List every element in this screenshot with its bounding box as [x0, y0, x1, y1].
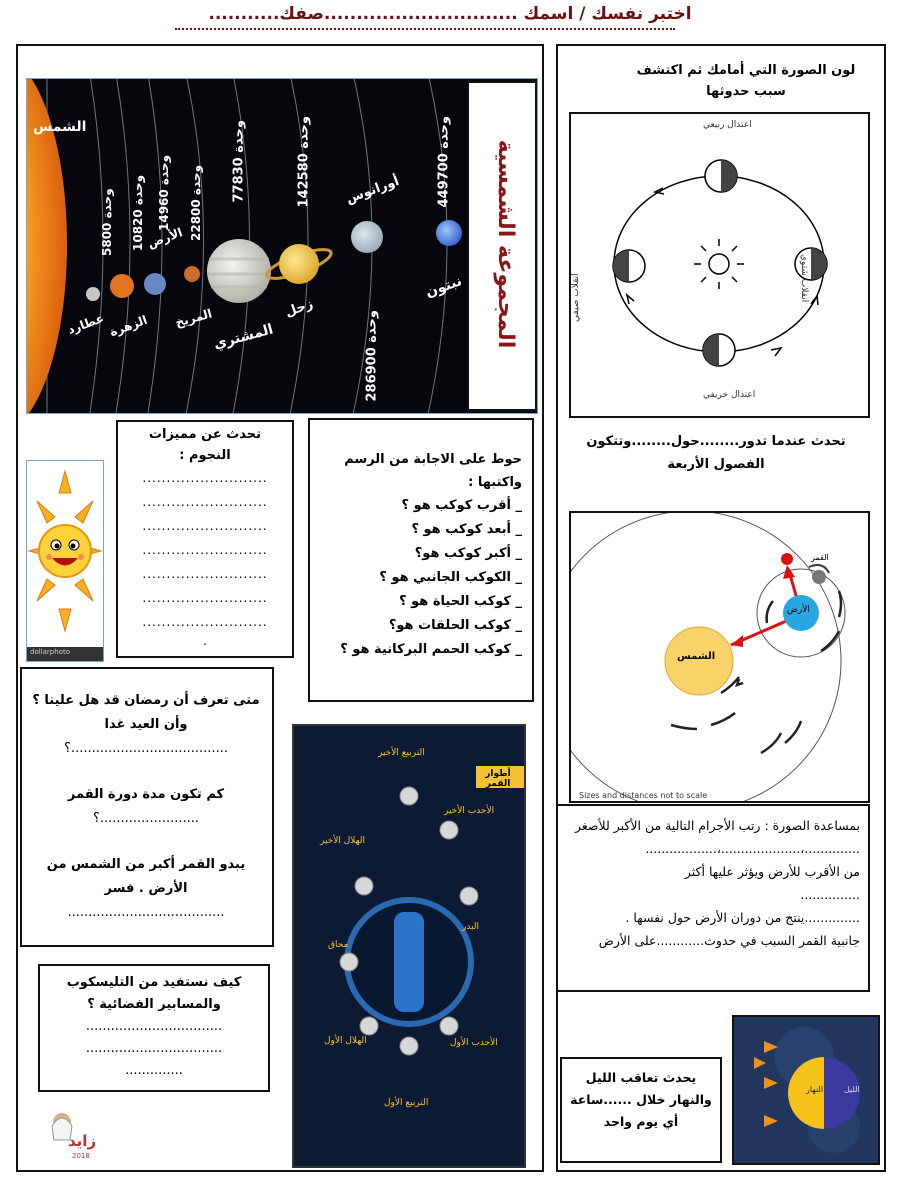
phases-title: أطوار القمر	[485, 769, 511, 789]
orbit-moon-label: القمر	[811, 553, 829, 562]
planet-question-largest: _ أكبر كوكب هو؟	[414, 546, 522, 561]
phase-shape	[400, 787, 418, 805]
moon-questions-box	[20, 667, 274, 947]
order-q-line: جانبية القمر السبب في حدوث............على الأرض	[598, 933, 860, 948]
moon-q2: كم تكون مدة دورة القمر	[67, 787, 225, 802]
moon-d2[interactable]: ........................؟	[92, 811, 200, 826]
venus-shape	[110, 274, 134, 298]
order-q-line[interactable]: ...............	[800, 887, 860, 902]
smiling-sun-image	[26, 460, 104, 662]
label-autumn-equinox: اعتدال خريفي	[703, 390, 756, 400]
label-summer-solstice: انقلاب صيفي	[571, 273, 581, 322]
telescope-line[interactable]: .................................	[85, 1041, 223, 1056]
planet-label-jupiter: المشتري	[211, 321, 275, 353]
neptune-shape	[436, 220, 462, 246]
jupiter-shape	[207, 239, 271, 303]
moon-d3[interactable]: ......................................	[67, 905, 225, 920]
phase-shape	[460, 887, 478, 905]
telescope-line[interactable]: .................................	[85, 1019, 223, 1034]
seasons-graphic	[571, 114, 868, 416]
planet-distance-venus: 10820 وحدة	[131, 174, 145, 251]
label-spring-equinox: اعتدال ربيعي	[703, 120, 752, 130]
phase-label: التربيع الأول	[384, 1098, 429, 1108]
smiling-sun-graphic	[27, 461, 103, 647]
moon-d1[interactable]: ......................................؟	[64, 741, 228, 756]
header-underline	[175, 28, 675, 30]
sun-icon	[694, 239, 744, 289]
moon-shape	[812, 570, 826, 584]
solar-title: المجموعة الشمسية	[493, 139, 518, 349]
planet-label-neptune: نبتون	[423, 273, 465, 301]
night-label: الليل	[844, 1085, 860, 1094]
planet-question-life: _ كوكب الحياة هو ؟	[399, 594, 522, 609]
phase-label: التربيع الأخير	[378, 748, 425, 758]
zayed-logo-year: 2018	[72, 1152, 90, 1160]
planet-question-farthest: _ أبعد كوكب هو ؟	[411, 522, 522, 537]
phase-shape	[400, 1037, 418, 1055]
planet-label-uranus: أورانوس	[344, 173, 402, 208]
solar-system-image	[26, 78, 538, 414]
stars-line[interactable]: ..........................	[142, 567, 268, 581]
sun-label: الشمس	[33, 119, 87, 135]
planet-distance-earth: 14960 وحدة	[157, 154, 171, 231]
stars-title: تحدث عن مميزات النجوم :	[148, 427, 262, 463]
planet-label-earth: الأرض	[145, 225, 185, 251]
day-label: النهار	[806, 1085, 824, 1094]
stars-line[interactable]: ..........................	[142, 615, 268, 629]
planet-question-lava: _ كوكب الحمم البركانية هو ؟	[340, 642, 522, 657]
order-questions-box	[556, 804, 870, 992]
mercury-shape	[86, 287, 100, 301]
stars-line[interactable]: .	[203, 634, 207, 648]
phase-label: الهلال الأخير	[320, 836, 366, 846]
planet-question-closest: _ أقرب كوكب هو ؟	[401, 498, 522, 513]
orbit-scale-note: Sizes and distances not to scale	[579, 791, 708, 800]
order-q-line: من الأقرب للأرض ويؤثر عليها أكثر	[684, 864, 860, 879]
daynight-question: يحدث تعاقب الليل والنهار خلال ......ساعة أي يوم واحد	[570, 1070, 712, 1129]
telescope-question-box	[38, 964, 270, 1092]
stars-question-box	[116, 420, 294, 658]
phase-shape	[340, 953, 358, 971]
orbit-earth-label: الأرض	[787, 605, 810, 615]
planet-distance-mars: 22800 وحدة	[189, 164, 203, 241]
order-q-line: بمساعدة الصورة : رتب الأجرام التالية من الأكبر للأصغر	[574, 818, 860, 833]
order-q-line: ..............ينتج من دوران الأرض حول نفسها .	[625, 910, 860, 925]
phase-label: محاق	[328, 940, 349, 950]
seasons-question: تحدث عندما تدور........حول........وتتكون الفصول الأربعة	[586, 434, 846, 472]
earth-shape	[144, 273, 166, 295]
seasons-title: لون الصورة التي أمامك ثم اكتشف سبب حدوثها	[636, 63, 856, 99]
zayed-logo	[46, 1108, 100, 1164]
orbit-diagram	[569, 511, 870, 803]
stars-line[interactable]: ..........................	[142, 519, 268, 533]
planet-question-side: _ الكوكب الجانبي هو ؟	[379, 570, 522, 585]
phase-label: الأحدب الأخير	[444, 806, 495, 816]
planet-distance-saturn: 142580 وحدة	[296, 116, 312, 208]
planet-label-saturn: زحل	[283, 296, 316, 321]
page-header: اختبر نفسك / اسمك ..............................صفك...........	[208, 4, 692, 24]
moon-phases-image	[292, 724, 526, 1168]
saturn-shape	[279, 244, 319, 284]
phase-label: الأحدب الأول	[450, 1038, 498, 1048]
label-winter-solstice: انقلاب شتوي	[799, 254, 809, 303]
planet-distance-mercury: 5800 وحدة	[100, 188, 114, 256]
phase-label: البدر	[462, 922, 480, 932]
planet-questions-intro: حوط على الاجابة من الرسم واكتبها :	[344, 452, 522, 490]
zayed-logo-text: زايد	[68, 1132, 97, 1150]
planet-label-mercury: عطارد	[65, 311, 106, 337]
planet-question-rings: _ كوكب الحلقات هو؟	[388, 618, 522, 633]
uranus-shape	[351, 221, 383, 253]
stars-line[interactable]: ..........................	[142, 495, 268, 509]
moon-target-shape	[781, 553, 793, 565]
daynight-question-box	[560, 1057, 722, 1163]
stars-line[interactable]: ..........................	[142, 471, 268, 485]
planet-questions-box	[308, 418, 534, 702]
stars-line[interactable]: ..........................	[142, 591, 268, 605]
phase-shape	[355, 877, 373, 895]
planet-label-mars: المريخ	[173, 306, 214, 330]
order-q-line[interactable]: ..............،....................،..................	[645, 841, 860, 856]
phase-shape	[360, 1017, 378, 1035]
planet-distance-jupiter: 77830 وحدة	[231, 120, 247, 203]
planet-distance-uranus: 286900 وحدة	[364, 310, 380, 402]
phase-shape	[440, 1017, 458, 1035]
mars-shape	[184, 266, 200, 282]
stars-line[interactable]: ..........................	[142, 543, 268, 557]
sun-image-caption: dollarphoto	[30, 648, 70, 656]
telescope-line[interactable]: ..............	[125, 1063, 183, 1078]
seasons-diagram	[569, 112, 870, 418]
sun-face-shape	[39, 525, 91, 577]
phase-shape	[440, 821, 458, 839]
planet-distance-neptune: 449700 وحدة	[436, 116, 452, 208]
moon-q1: متى تعرف أن رمضان قد هل علينا ؟ وأن العيد غدا	[32, 693, 260, 732]
moon-q3: يبدو القمر أكبر من الشمس من الأرض . فسر	[46, 857, 246, 896]
planet-label-venus: الزهرة	[107, 312, 150, 340]
telescope-question: كيف نستفيد من التليسكوب والمسابير الفضائية ؟	[66, 975, 242, 1012]
phase-label: الهلال الأول	[324, 1036, 367, 1046]
orbit-sun-label: الشمس	[677, 651, 716, 662]
daynight-image	[732, 1015, 880, 1165]
